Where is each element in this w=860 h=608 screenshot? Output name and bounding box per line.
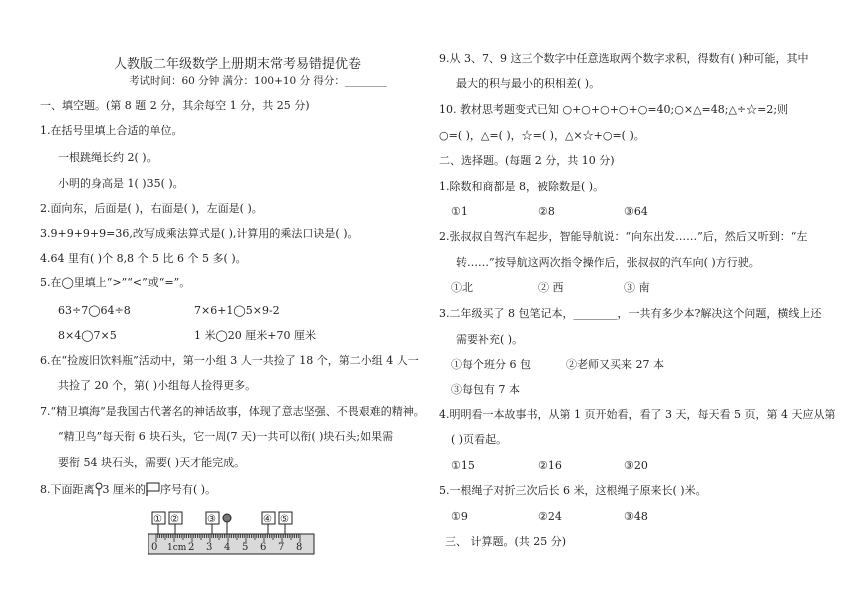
question-10: 10. 教材思考题变式已知 ○+○+○+○+○=40;○×△=48;△÷☆=2;则 — [439, 103, 789, 116]
ruler-number-5: 5 — [242, 542, 249, 553]
ruler-number-6: 6 — [260, 542, 267, 553]
ruler-label-1: ① — [153, 514, 162, 525]
choice-2b: 转……”按导航这两次指令操作后，张叔叔的汽车向( )方行驶。 — [456, 256, 760, 269]
choice-5-option-a: ①9 — [451, 510, 468, 523]
ruler-label-5: ⑤ — [280, 514, 289, 525]
ruler-svg — [148, 510, 318, 556]
ruler-number-4: 4 — [224, 542, 231, 553]
ruler-number-3: 3 — [206, 542, 213, 553]
question-6: 6.在“捡废旧饮料瓶”活动中，第一小组 3 人一共捡了 18 个，第二小组 4 人一 — [40, 354, 419, 367]
question-7: 7.“精卫填海”是我国古代著名的神话故事，体现了意志坚强、不畏艰难的精神。 — [40, 405, 425, 418]
choice-5: 5.一根绳子对折三次后长 6 米，这根绳子原来长( )米。 — [439, 484, 707, 497]
choice-4b: ( )页看起。 — [451, 433, 508, 446]
question-5-b2: 1 米◯20 厘米+70 厘米 — [194, 329, 317, 342]
question-7b: “精卫鸟”每天衔 6 块石头，它一周(7 天)一共可以衔( )块石头;如果需 — [58, 430, 394, 443]
question-9b: 最大的积与最小的积相差( )。 — [456, 77, 601, 90]
question-8-text-a: 8.下面距离 — [40, 483, 95, 496]
question-4: 4.64 里有( )个 8,8 个 5 比 6 个 5 多( )。 — [40, 252, 247, 265]
choice-4-option-b: ②16 — [538, 459, 562, 472]
question-2: 2.面向东，后面是( )，右面是( )，左面是( )。 — [40, 202, 263, 215]
section-2-heading: 二、选择题。(每题 2 分，共 10 分) — [439, 154, 615, 167]
choice-1-option-a: ①1 — [451, 205, 468, 218]
question-5: 5.在◯里填上“>”“<”或“=”。 — [40, 276, 191, 289]
choice-3-option-c: ③每包有 7 本 — [451, 383, 520, 396]
question-1: 1.在括号里填上合适的单位。 — [40, 124, 183, 137]
question-9: 9.从 3、7、9 这三个数字中任意选取两个数字求积，得数有( )种可能，其中 — [439, 52, 809, 65]
question-10b: ○=( )，△=( )，☆=( )，△×☆+○=( )。 — [439, 129, 645, 142]
page-title: 人教版二年级数学上册期末常考易错提优卷 — [114, 57, 362, 72]
choice-5-option-b: ②24 — [538, 510, 562, 523]
choice-1-option-c: ③64 — [624, 205, 648, 218]
ruler-figure — [148, 510, 318, 556]
choice-4: 4.明明看一本故事书，从第 1 页开始看，看了 3 天，每天看 5 页，第 4 天应从第 — [439, 408, 836, 421]
choice-2: 2.张叔叔自驾汽车起步，智能导航说：“向东出发……”后，然后又听到：“左 — [439, 230, 808, 243]
choice-4-option-a: ①15 — [451, 459, 475, 472]
section-1-heading: 一、填空题。(第 8 题 2 分，其余每空 1 分，共 25 分) — [40, 99, 310, 112]
ruler-label-4: ④ — [263, 514, 272, 525]
question-6b: 共捡了 20 个，第( )小组每人捡得更多。 — [58, 379, 257, 392]
ruler-number-1: 1cm — [167, 543, 187, 553]
choice-5-option-c: ③48 — [624, 510, 648, 523]
choice-2-option-b: ② 西 — [538, 281, 564, 294]
question-5-b1: 8×4◯7×5 — [58, 329, 117, 342]
choice-1: 1.除数和商都是 8，被除数是( )。 — [439, 180, 605, 193]
ruler-number-2: 2 — [188, 542, 195, 553]
choice-3b: 需要补充( )。 — [456, 333, 524, 346]
question-1b: 小明的身高是 1( )35( )。 — [58, 177, 184, 190]
choice-1-option-b: ②8 — [538, 205, 555, 218]
choice-2-option-a: ①北 — [451, 281, 473, 294]
choice-4-option-c: ③20 — [624, 459, 648, 472]
question-5-a1: 63÷7◯64÷8 — [58, 304, 131, 317]
question-8-text-c: 序号有( )。 — [160, 483, 217, 496]
pin-icon — [95, 482, 103, 496]
question-7c: 要衔 54 块石头，需要( )天才能完成。 — [58, 456, 246, 469]
ruler-number-8: 8 — [296, 542, 303, 553]
question-1a: 一根跳绳长约 2( )。 — [58, 151, 158, 164]
question-8-text-b: 3 厘米的 — [102, 483, 146, 496]
choice-2-option-c: ③ 南 — [624, 281, 650, 294]
question-5-a2: 7×6+1◯5×9-2 — [194, 304, 280, 317]
choice-3-option-a: ①每个班分 6 包 — [451, 358, 531, 371]
exam-info: 考试时间：60 分钟 满分：100+10 分 得分：________ — [129, 75, 387, 87]
ruler-label-2: ② — [170, 514, 179, 525]
ruler-number-7: 7 — [278, 542, 285, 553]
question-3: 3.9+9+9+9=36,改写成乘法算式是( ),计算用的乘法口诀是( )。 — [40, 227, 359, 240]
ruler-number-0: 0 — [151, 542, 158, 553]
choice-3-option-b: ②老师又买来 27 本 — [566, 358, 664, 371]
flag-icon — [146, 482, 160, 496]
ruler-label-3: ③ — [207, 514, 216, 525]
question-8 — [40, 482, 216, 496]
section-3-heading: 三、 计算题。(共 25 分) — [445, 535, 567, 548]
ruler-pin-icon — [223, 514, 231, 522]
choice-3: 3.二年级买了 8 包笔记本，________，一共有多少本?解决这个问题，横线上还 — [439, 307, 822, 320]
